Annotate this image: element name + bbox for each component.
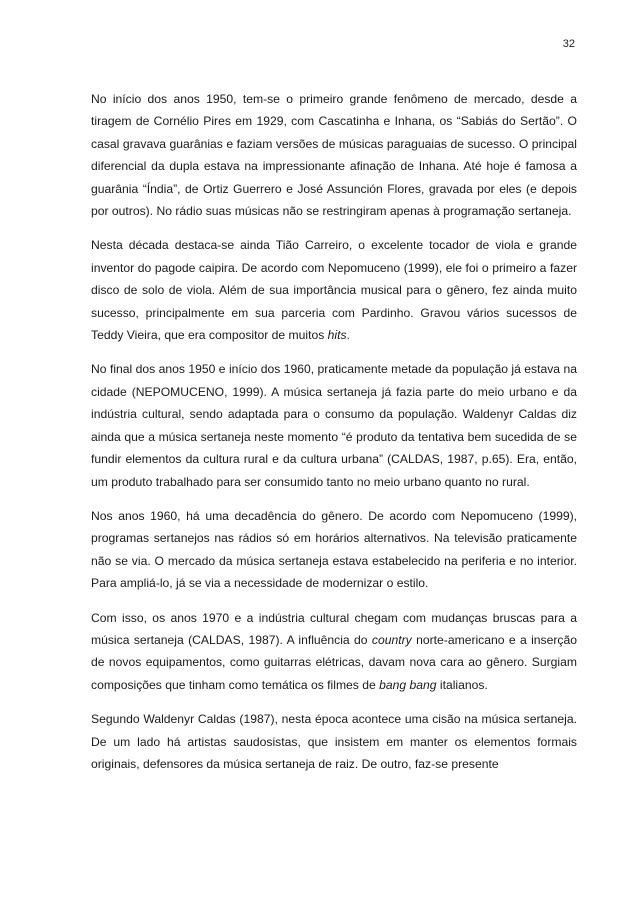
italic-term: hits (327, 328, 347, 343)
paragraph-3: No final dos anos 1950 e início dos 1960, praticamente metade da população já estava na cidade (NEPOMUCENO, 1999). A música sertaneja já fazia parte do meio urbano e da indústria cultural, sendo adaptada para o consumo da população. Waldenyr Caldas diz ainda que a música sertaneja neste momento “é produto da tentativa bem sucedida de se fundir elementos da cultura rural e da cultura urbana” (CALDAS, 1987, p.65). Era, então, um produto trabalhado para ser consumido tanto no meio urbano quanto no rural. (91, 362, 577, 489)
italic-term: bang bang (379, 677, 437, 692)
paragraph-4: Nos anos 1960, há uma decadência do gênero. De acordo com Nepomuceno (1999), programas sertanejos nas rádios só em horários alternativos. Na televisão praticamente não se via. O mercado da música sertaneja estava estabelecido na periferia e no interior. Para ampliá-lo, já se via a necessidade de modernizar o estilo. (91, 508, 577, 591)
italic-term: country (371, 632, 412, 647)
page-number: 32 (562, 38, 575, 50)
paragraph-5: Com isso, os anos 1970 e a indústria cultural chegam com mudanças bruscas para a música sertaneja (CALDAS, 1987). A influência do country norte-americano e a inserção de novos equipamentos, como guitarras elétricas, davam nova cara ao gênero. Surgiam composições que tinham como temática os filmes de bang bang italianos. (91, 610, 577, 692)
paragraph-1: No início dos anos 1950, tem-se o primeiro grande fenômeno de mercado, desde a tiragem de Cornélio Pires em 1929, com Cascatinha e Inhana, os “Sabiás do Sertão”. O casal gravava guarânias e faziam versões de músicas paraguaias de sucesso. O principal diferencial da dupla estava na impressionante afinação de Inhana. Até hoje é famosa a guarânia “Índia”, de Ortiz Guerrero e José Assunción Flores, gravada por eles (e depois por outros). No rádio suas músicas não se restringiram apenas à programação sertaneja. (91, 92, 577, 219)
paragraph-6: Segundo Waldenyr Caldas (1987), nesta época acontece uma cisão na música sertaneja. De um lado há artistas saudosistas, que insistem em manter os elementos formais originais, defensores da música sertaneja de raiz. De outro, faz-se presente (91, 712, 577, 771)
body-text (91, 88, 577, 775)
paragraph-2: Nesta década destaca-se ainda Tião Carreiro, o excelente tocador de viola e grande inventor do pagode caipira. De acordo com Nepomuceno (1999), ele foi o primeiro a fazer disco de solo de viola. Além de sua importância musical para o gênero, fez ainda muito sucesso, principalmente em sua parceria com Pardinho. Gravou vários sucessos de Teddy Vieira, que era compositor de muitos hits. (91, 238, 577, 343)
